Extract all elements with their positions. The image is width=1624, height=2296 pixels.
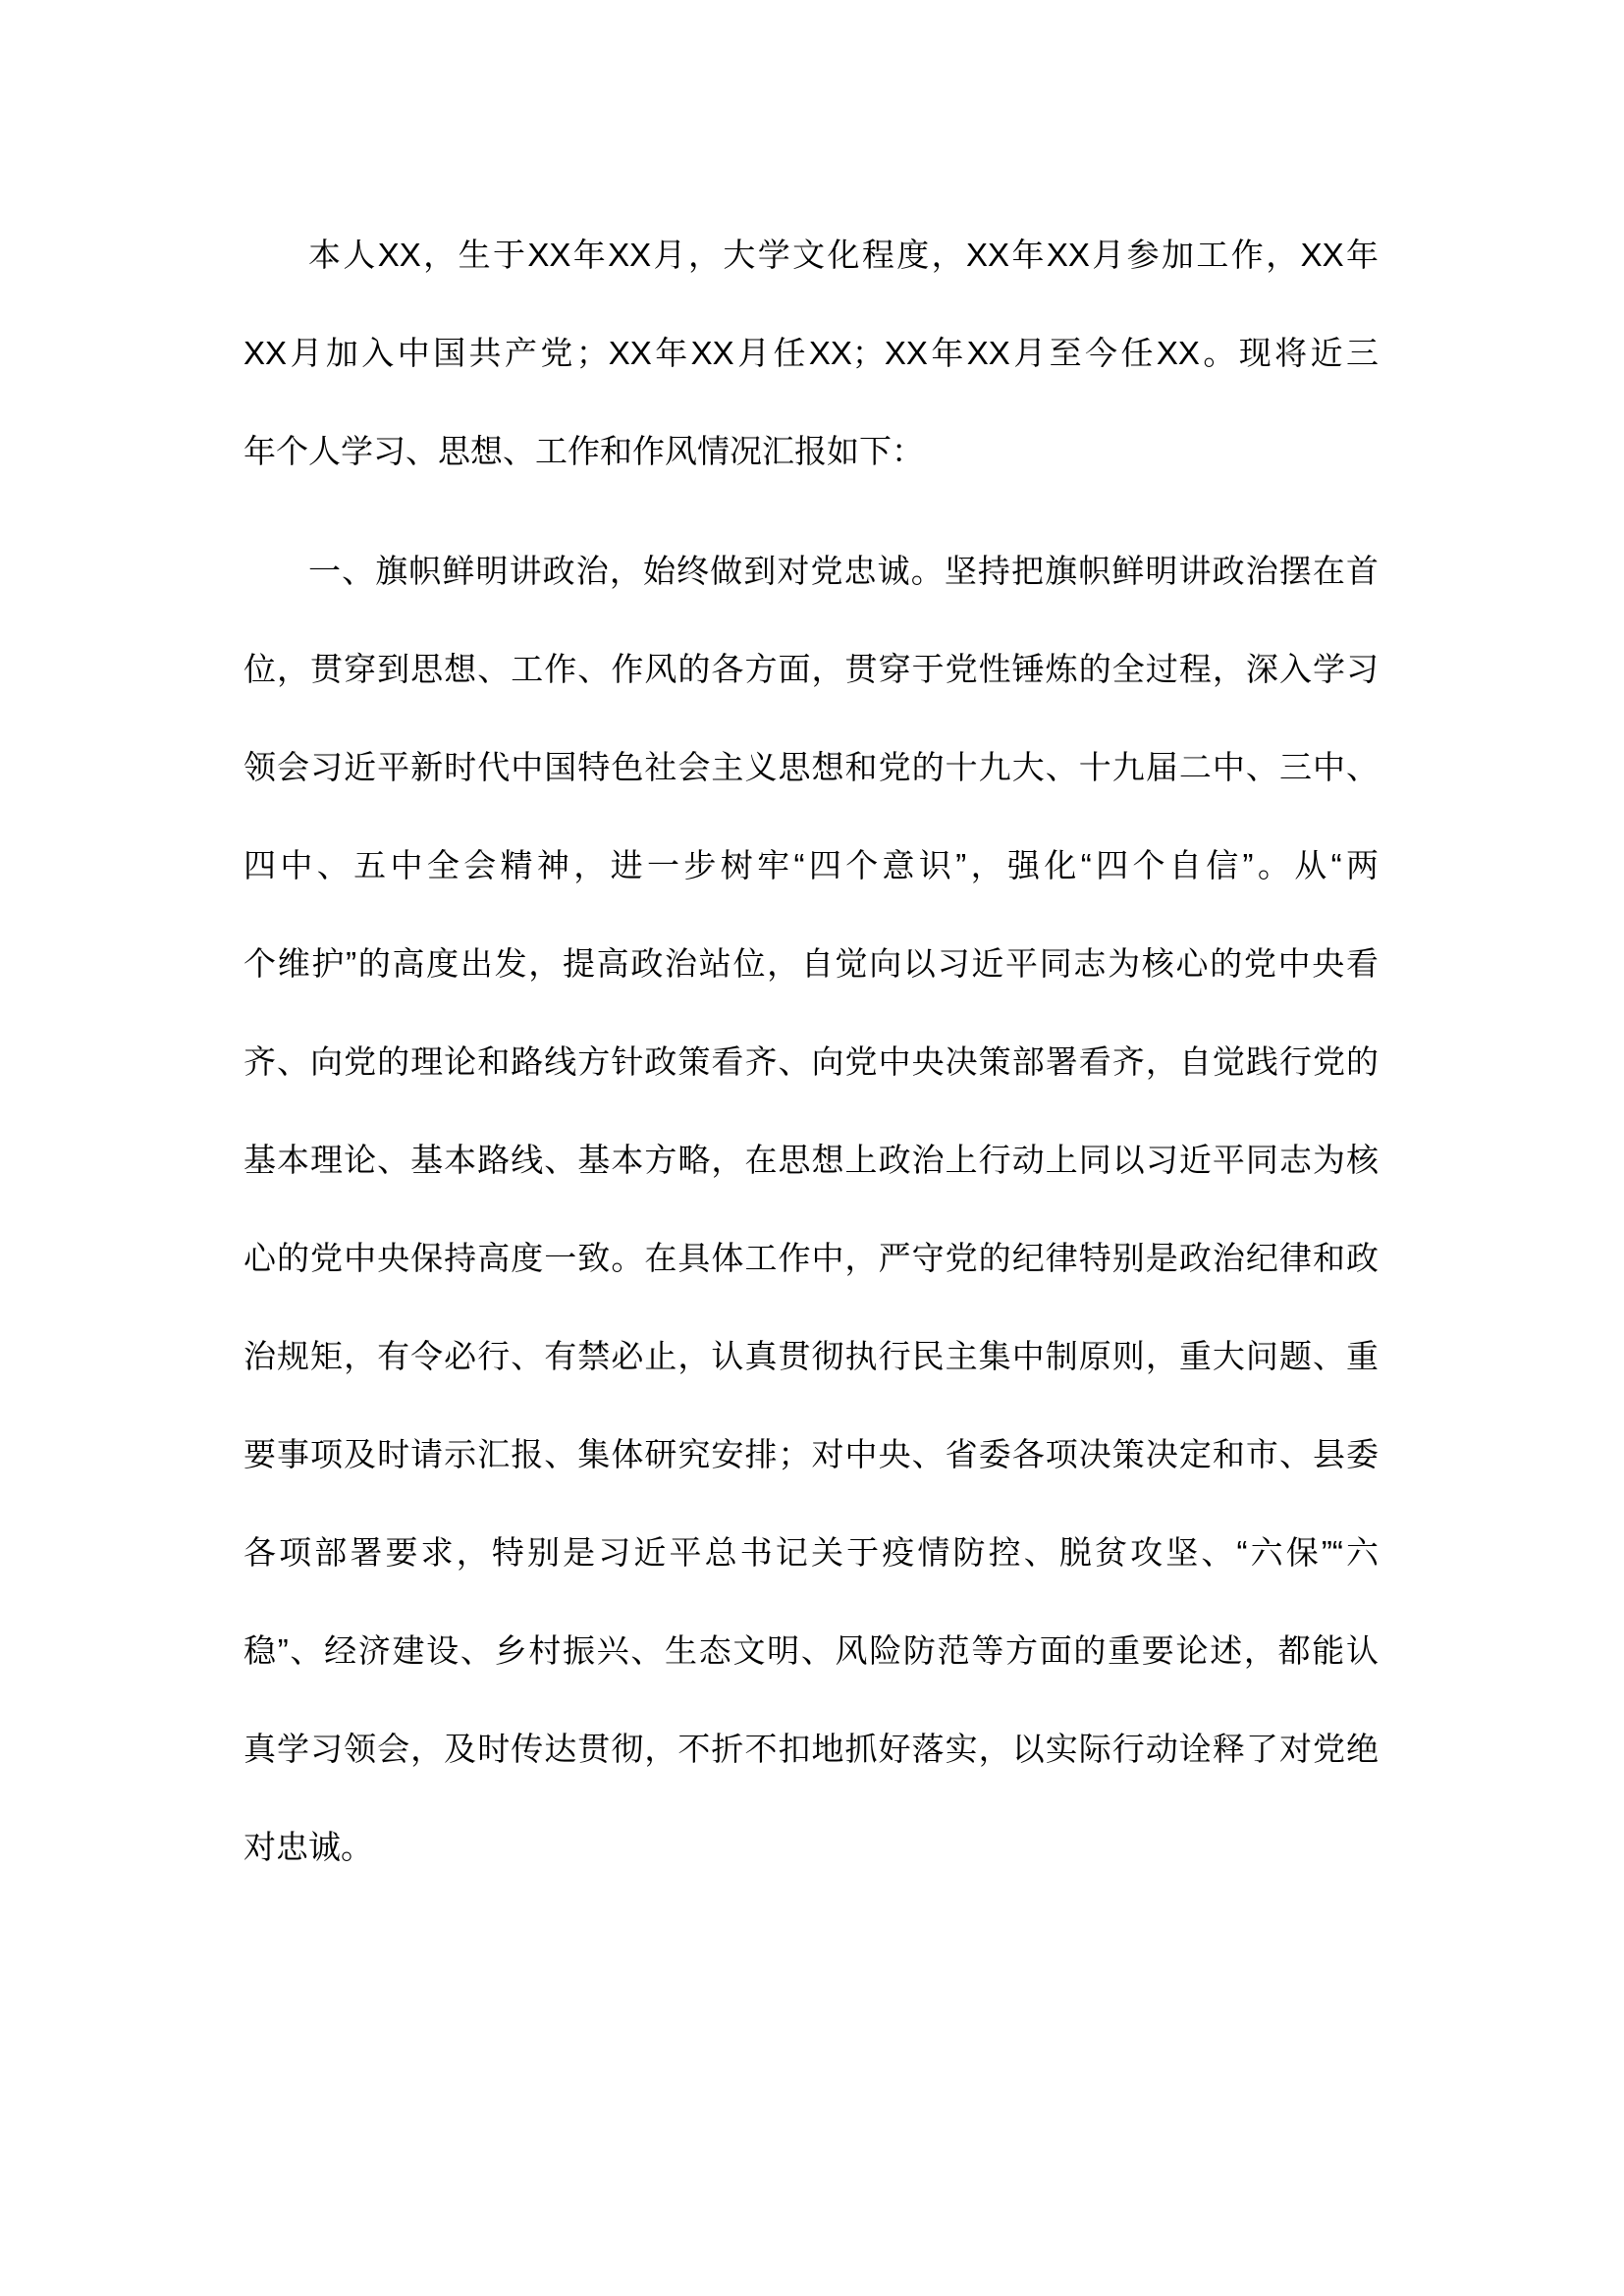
document-body [244,206,1379,1896]
text-line: XX月加入中国共产党；XX年XX月任XX；XX年XX月至今任XX。现将近三 [244,335,1379,371]
text-line: 各项部署要求，特别是习近平总书记关于疫情防控、脱贫攻坚、“六保”“六 [244,1534,1379,1571]
text-line: 个维护”的高度出发，提高政治站位，自觉向以习近平同志为核心的党中央看 [244,945,1379,982]
text-line: 稳”、经济建设、乡村振兴、生态文明、风险防范等方面的重要论述，都能认 [244,1632,1379,1669]
text-line: 齐、向党的理论和路线方针政策看齐、向党中央决策部署看齐，自觉践行党的 [244,1043,1379,1080]
text-line: 要事项及时请示汇报、集体研究安排；对中央、省委各项决策决定和市、县委 [244,1436,1379,1472]
text-line: 年个人学习、思想、工作和作风情况汇报如下： [244,433,924,469]
text-line: 本人XX，生于XX年XX月，大学文化程度，XX年XX月参加工作，XX年 [308,237,1379,273]
paragraph [244,522,1379,1896]
text-line: 对忠诚。 [244,1829,373,1865]
text-line: 一、旗帜鲜明讲政治，始终做到对党忠诚。坚持把旗帜鲜明讲政治摆在首 [308,553,1379,589]
text-line: 治规矩，有令必行、有禁必止，认真贯彻执行民主集中制原则，重大问题、重 [244,1338,1379,1374]
text-line: 心的党中央保持高度一致。在具体工作中，严守党的纪律特别是政治纪律和政 [244,1240,1379,1276]
paragraph [244,206,1379,501]
text-line: 领会习近平新时代中国特色社会主义思想和党的十九大、十九届二中、三中、 [244,749,1379,785]
text-line: 基本理论、基本路线、基本方略，在思想上政治上行动上同以习近平同志为核 [244,1142,1379,1178]
text-line: 四中、五中全会精神，进一步树牢“四个意识”，强化“四个自信”。从“两 [244,847,1379,883]
text-line: 位，贯穿到思想、工作、作风的各方面，贯穿于党性锤炼的全过程，深入学习 [244,651,1379,687]
text-line: 真学习领会，及时传达贯彻，不折不扣地抓好落实，以实际行动诠释了对党绝 [244,1731,1379,1767]
